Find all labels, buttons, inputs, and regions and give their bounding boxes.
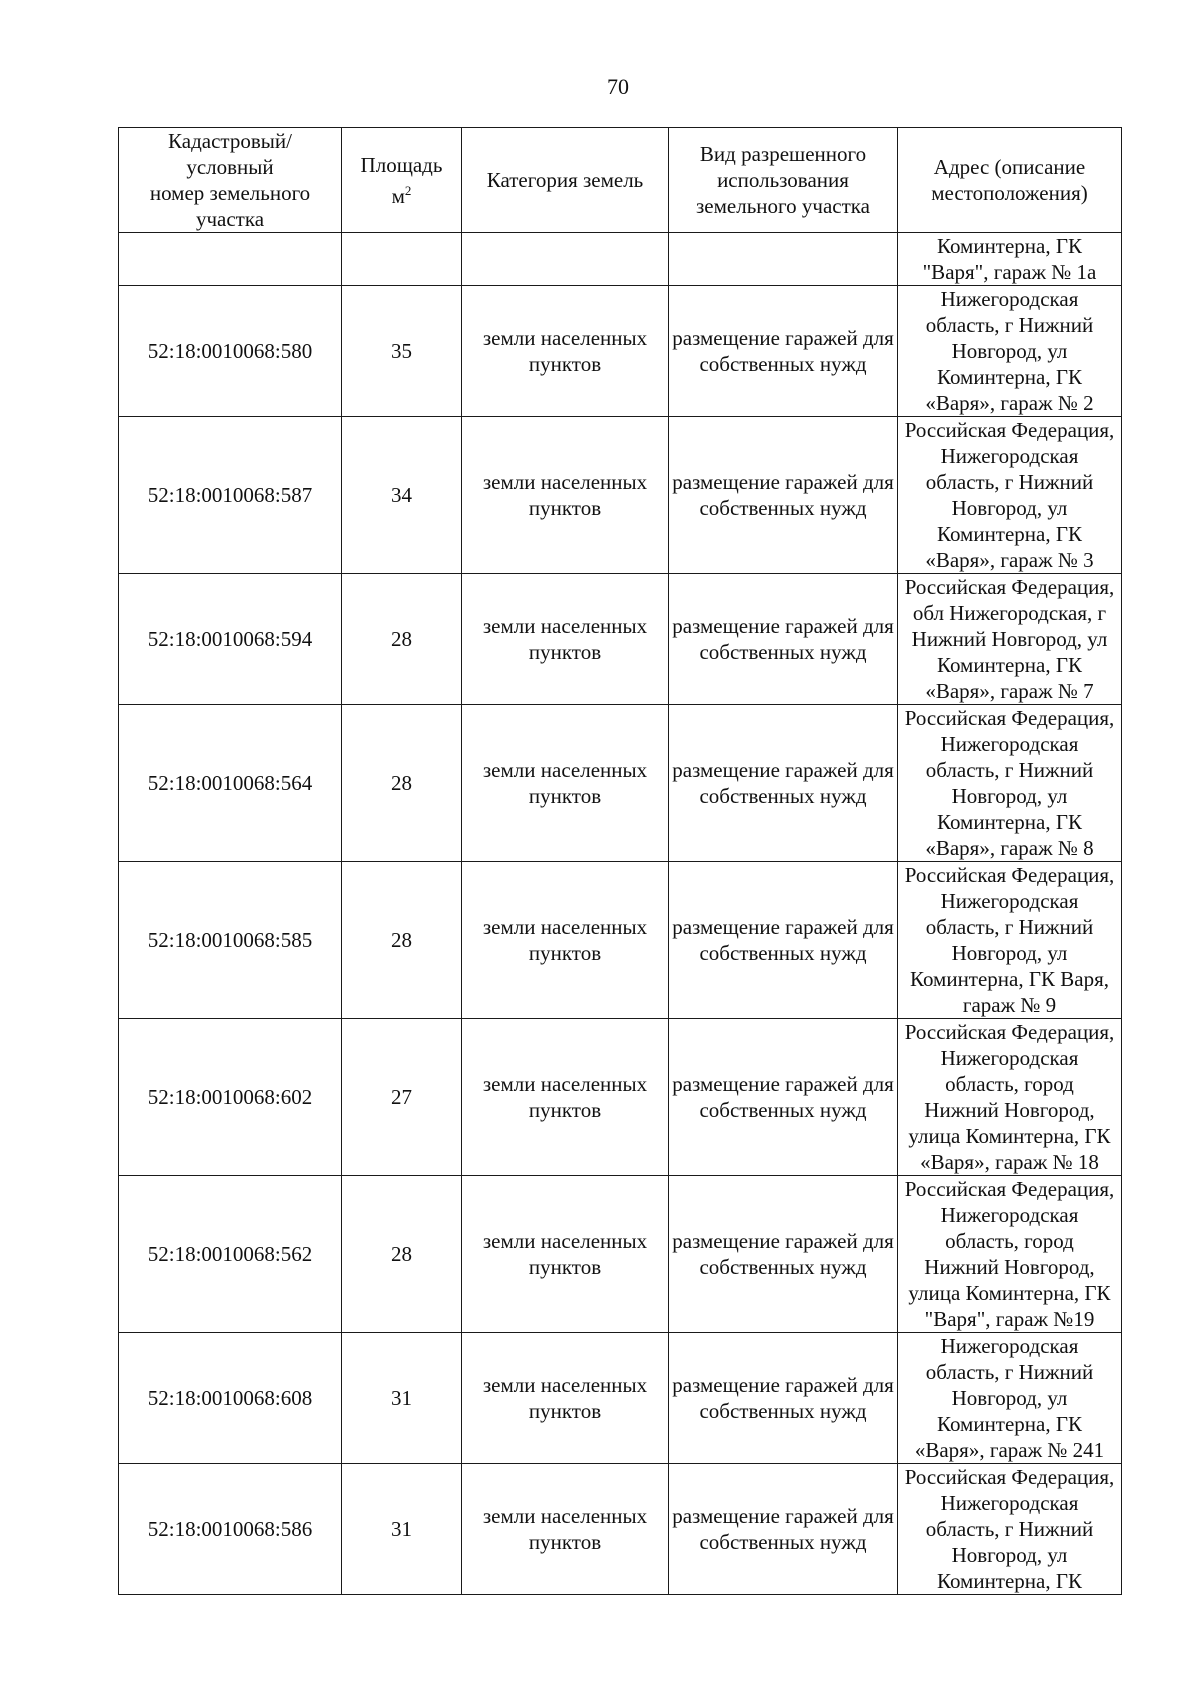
address-line: "Варя", гараж № 1а: [922, 260, 1097, 284]
address-line: Новгород, ул: [951, 339, 1068, 363]
cell-area: 28: [342, 574, 462, 705]
cell-address: [898, 1176, 1122, 1333]
cell-area: 28: [342, 1176, 462, 1333]
cell-permitted-use: размещение гаражей для собственных нужд: [669, 1464, 898, 1595]
cell-cadastral-number: 52:18:0010068:608: [119, 1333, 342, 1464]
address-line: Нижний Новгород,: [924, 1255, 1095, 1279]
header-row: [119, 128, 1122, 233]
address-line: Российская Федерация,: [904, 1020, 1115, 1044]
cell-area: [342, 233, 462, 286]
address-line: «Варя», гараж № 2: [925, 391, 1094, 415]
address-line: Новгород, ул: [951, 496, 1068, 520]
address-line: Новгород, ул: [951, 1386, 1068, 1410]
address-line: область, г Нижний: [925, 1360, 1094, 1384]
cell-cadastral-number: [119, 233, 342, 286]
cell-area: 28: [342, 705, 462, 862]
address-line: Нижегородская: [940, 444, 1079, 468]
header-cadastral-number: Кадастровый/ условный номер земельного участка: [119, 128, 342, 233]
table-header: [119, 128, 1122, 233]
address-line: Нижний Новгород, ул: [911, 627, 1108, 651]
header-address: Адрес (описание местоположения): [898, 128, 1122, 233]
cell-area: 27: [342, 1019, 462, 1176]
cell-permitted-use: размещение гаражей для собственных нужд: [669, 1333, 898, 1464]
address-line: «Варя», гараж № 3: [925, 548, 1094, 572]
address-line: Российская Федерация,: [904, 418, 1115, 442]
cell-land-category: [462, 233, 669, 286]
address-line: Российская Федерация,: [904, 1177, 1115, 1201]
table-row: [119, 574, 1122, 705]
cell-address: [898, 1333, 1122, 1464]
address-line: Нижегородская: [940, 1046, 1079, 1070]
cell-cadastral-number: 52:18:0010068:586: [119, 1464, 342, 1595]
address-line: Коминтерна, ГК: [936, 522, 1083, 546]
cell-permitted-use: размещение гаражей для собственных нужд: [669, 705, 898, 862]
table-row: [119, 705, 1122, 862]
table-row: [119, 1176, 1122, 1333]
cell-land-category: земли населенных пунктов: [462, 1333, 669, 1464]
cell-area: 31: [342, 1464, 462, 1595]
cell-land-category: земли населенных пунктов: [462, 705, 669, 862]
address-line: область, город: [945, 1072, 1074, 1096]
cell-land-category: земли населенных пунктов: [462, 417, 669, 574]
cell-cadastral-number: 52:18:0010068:564: [119, 705, 342, 862]
table-row: [119, 417, 1122, 574]
cell-cadastral-number: 52:18:0010068:587: [119, 417, 342, 574]
cell-address: [898, 862, 1122, 1019]
page-number: 70: [607, 74, 629, 99]
cell-permitted-use: размещение гаражей для собственных нужд: [669, 1019, 898, 1176]
header-permitted-use: Вид разрешенного использования земельного участка: [669, 128, 898, 233]
address-line: Нижегородская: [940, 1203, 1079, 1227]
cell-address: [898, 1019, 1122, 1176]
table-row: [119, 286, 1122, 417]
address-line: Нижегородская: [940, 889, 1079, 913]
address-line: область, г Нижний: [925, 758, 1094, 782]
cell-area: 28: [342, 862, 462, 1019]
cell-address: [898, 233, 1122, 286]
address-line: Коминтерна, ГК: [936, 234, 1083, 258]
table-row: [119, 1464, 1122, 1595]
address-line: Нижегородская: [940, 732, 1079, 756]
address-line: Коминтерна, ГК Варя,: [909, 967, 1110, 991]
cell-address: [898, 286, 1122, 417]
address-line: Нижегородская: [940, 1491, 1079, 1515]
table-row: [119, 862, 1122, 1019]
land-plots-table: [118, 127, 1122, 1595]
address-line: «Варя», гараж № 7: [925, 679, 1094, 703]
cell-land-category: земли населенных пунктов: [462, 1176, 669, 1333]
address-line: область, г Нижний: [925, 915, 1094, 939]
address-line: улица Коминтерна, ГК: [908, 1124, 1111, 1148]
cell-address: [898, 1464, 1122, 1595]
address-line: Российская Федерация,: [904, 575, 1115, 599]
cell-address: [898, 574, 1122, 705]
cell-land-category: земли населенных пунктов: [462, 1019, 669, 1176]
table-body: [119, 233, 1122, 1595]
address-line: область, г Нижний: [925, 313, 1094, 337]
cell-cadastral-number: 52:18:0010068:594: [119, 574, 342, 705]
cell-address: [898, 705, 1122, 862]
cell-cadastral-number: 52:18:0010068:562: [119, 1176, 342, 1333]
cell-permitted-use: размещение гаражей для собственных нужд: [669, 574, 898, 705]
cell-land-category: земли населенных пунктов: [462, 1464, 669, 1595]
address-line: область, г Нижний: [925, 1517, 1094, 1541]
cell-permitted-use: размещение гаражей для собственных нужд: [669, 862, 898, 1019]
address-line: Коминтерна, ГК: [936, 365, 1083, 389]
address-line: "Варя", гараж №19: [924, 1307, 1095, 1331]
address-line: Коминтерна, ГК: [936, 1412, 1083, 1436]
cell-land-category: земли населенных пунктов: [462, 574, 669, 705]
address-line: Нижегородская: [940, 1334, 1079, 1358]
cell-area: 34: [342, 417, 462, 574]
address-line: Новгород, ул: [951, 784, 1068, 808]
address-line: Новгород, ул: [951, 941, 1068, 965]
address-line: Российская Федерация,: [904, 1465, 1115, 1489]
address-line: Российская Федерация,: [904, 863, 1115, 887]
address-line: улица Коминтерна, ГК: [908, 1281, 1111, 1305]
address-line: область, город: [945, 1229, 1074, 1253]
header-area-unit: $м^2$: [391, 182, 412, 208]
table-row: [119, 1333, 1122, 1464]
cell-permitted-use: размещение гаражей для собственных нужд: [669, 417, 898, 574]
address-line: Коминтерна, ГК: [936, 1569, 1083, 1593]
table-row: [119, 233, 1122, 286]
address-line: область, г Нижний: [925, 470, 1094, 494]
address-line: гараж № 9: [962, 993, 1057, 1017]
address-line: «Варя», гараж № 8: [925, 836, 1094, 860]
cell-cadastral-number: 52:18:0010068:602: [119, 1019, 342, 1176]
cell-area: 31: [342, 1333, 462, 1464]
cell-permitted-use: размещение гаражей для собственных нужд: [669, 1176, 898, 1333]
address-line: Новгород, ул: [951, 1543, 1068, 1567]
address-line: Коминтерна, ГК: [936, 810, 1083, 834]
address-line: Нижегородская: [940, 287, 1079, 311]
address-line: Российская Федерация,: [904, 706, 1115, 730]
cell-permitted-use: размещение гаражей для собственных нужд: [669, 286, 898, 417]
address-line: Нижний Новгород,: [924, 1098, 1095, 1122]
header-area: Площадь $м^2$: [342, 128, 462, 233]
address-line: «Варя», гараж № 241: [914, 1438, 1105, 1462]
cell-permitted-use: [669, 233, 898, 286]
header-land-category: Категория земель: [462, 128, 669, 233]
table-row: [119, 1019, 1122, 1176]
cell-land-category: земли населенных пунктов: [462, 286, 669, 417]
cell-cadastral-number: 52:18:0010068:580: [119, 286, 342, 417]
cell-address: [898, 417, 1122, 574]
address-line: Коминтерна, ГК: [936, 653, 1083, 677]
address-line: «Варя», гараж № 18: [920, 1150, 1099, 1174]
cell-land-category: земли населенных пунктов: [462, 862, 669, 1019]
address-line: обл Нижегородская, г: [912, 601, 1107, 625]
cell-area: 35: [342, 286, 462, 417]
cell-cadastral-number: 52:18:0010068:585: [119, 862, 342, 1019]
